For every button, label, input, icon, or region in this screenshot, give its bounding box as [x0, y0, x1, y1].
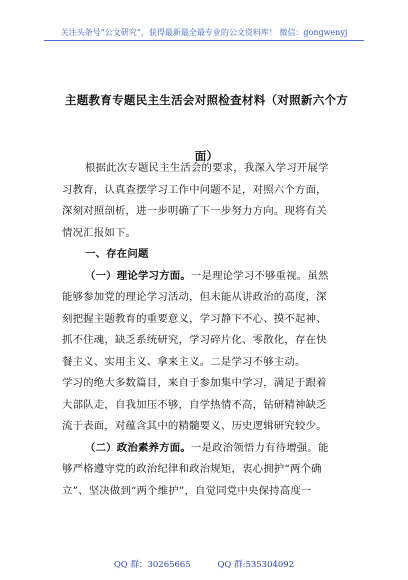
- footer-qq-group-1: QQ 群：30265665: [113, 560, 191, 570]
- paragraph-line: 根据此次专题民主生活会的要求，我深入学习开展学: [85, 162, 329, 174]
- paragraph-line: 情况汇报如下。: [62, 226, 137, 239]
- paragraph-line: 餐主义、实用主义、拿来主义。二是学习不够主动。: [62, 355, 306, 368]
- header-note: 关注头条号“公文研究”，获得最新最全最专业的公文资料库！ 微信：gongwenyj: [60, 28, 348, 37]
- paragraph-line: 抓不住魂，缺乏系统研究，学习碎片化、零散化，存在快: [62, 334, 327, 346]
- paragraph-text: 一是理论学习不够重视。虽然: [190, 269, 329, 282]
- paragraph-line: 学习的绝大多数篇目，来自于参加集中学习，满足于跟着: [62, 377, 327, 389]
- paragraph-line: [62, 438, 354, 460]
- paragraph-line: 大部队走，自我加压不够，自学热情不高，钻研精神缺乏: [62, 398, 327, 411]
- footer-qq-group-2: QQ 群:535304092: [217, 560, 295, 570]
- title-line-2: 面）: [194, 149, 219, 163]
- paragraph-line: 够严格遵守党的政治纪律和政治规矩，衷心拥护“两个确: [62, 463, 322, 475]
- paragraph-line: 深刻对照剖析，进一步明确了下一步努力方向。现将有关: [62, 205, 327, 217]
- header-divider: [44, 40, 364, 41]
- paragraph-line: 能够参加党的理论学习活动，但未能从讲政治的高度，深: [62, 291, 327, 303]
- paragraph-line: 习教育，认真查摆学习工作中问题不足，对照六个方面，: [62, 183, 327, 196]
- document-body: [62, 158, 354, 502]
- paragraph-text: 一是政治领悟力有待增强。能: [190, 441, 329, 454]
- paragraph-line: 刻把握主题教育的重要意义，学习静下不心、摸不起神、: [62, 312, 327, 325]
- paragraph-line: [62, 266, 354, 288]
- title-line-1: 主题教育专题民主生活会对照检查材料（对照新六个方: [64, 93, 349, 107]
- section-heading: 一、存在问题: [85, 248, 149, 260]
- paragraph-line: 流于表面，对蕴含其中的精髓要义、历史逻辑研究较少。: [62, 420, 327, 432]
- footer-contact: [0, 558, 408, 570]
- subsection-heading: （二）政治素养方面。: [85, 441, 191, 454]
- subsection-heading: （一）理论学习方面。: [85, 269, 191, 282]
- paragraph-line: 立”、坚决做到“两个维护”，自觉同党中央保持高度一: [62, 484, 312, 497]
